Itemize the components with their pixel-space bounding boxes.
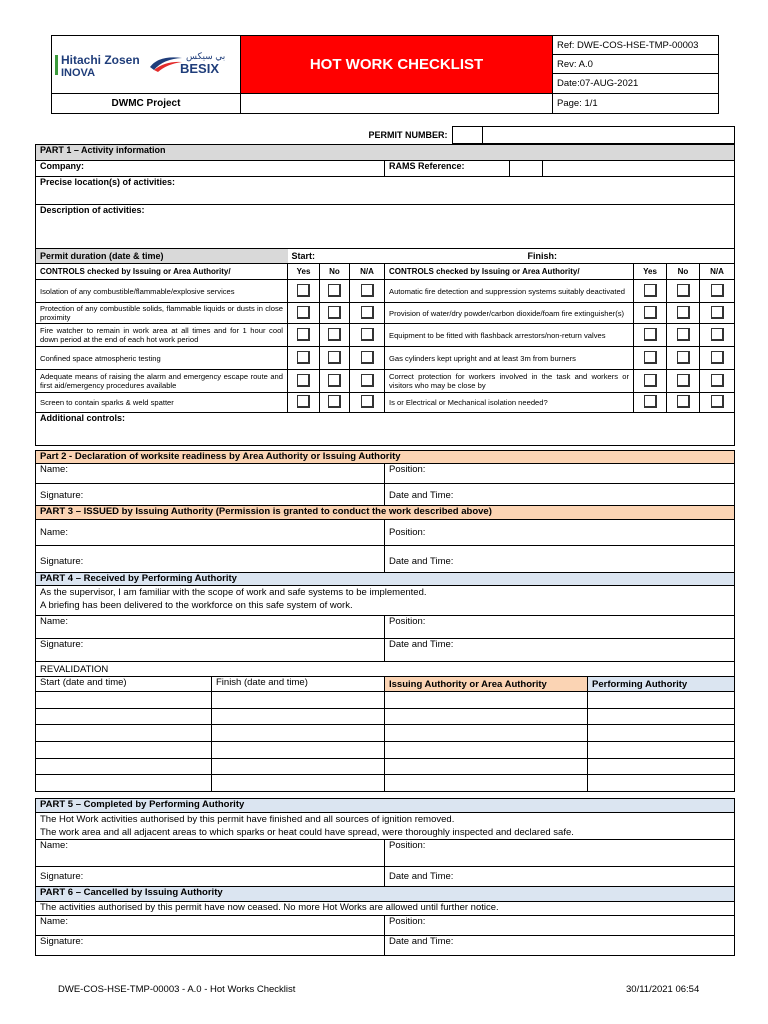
right-no-checkbox-cell [667, 347, 700, 370]
na-header-right: N/A [700, 264, 735, 280]
permit-number-label: PERMIT NUMBER: [368, 130, 448, 140]
finish-label: Finish: [527, 251, 557, 261]
right-na-checkbox[interactable] [711, 328, 724, 341]
part3-name-field[interactable]: Name: [36, 520, 385, 546]
left-na-checkbox[interactable] [361, 306, 374, 319]
permit-number-row [35, 126, 735, 144]
left-no-checkbox-cell [320, 280, 350, 303]
part5-statement-line2: The work area and all adjacent areas to which sparks or heat could have spread, were thoroughly inspected and declared safe. [40, 827, 574, 838]
left-yes-checkbox-cell [288, 393, 320, 413]
revalidation-start-cell[interactable] [36, 758, 212, 775]
control-item-right: Correct protection for workers involved in the task and workers or visitors who may be close by [385, 370, 634, 393]
left-no-checkbox[interactable] [328, 374, 341, 387]
part5-signature-field[interactable]: Signature: [36, 867, 385, 887]
revalidation-start-cell[interactable] [36, 742, 212, 759]
revalidation-start-cell[interactable] [36, 692, 212, 709]
revalidation-issuing-cell[interactable] [385, 692, 588, 709]
na-header-left: N/A [350, 264, 385, 280]
part3-datetime-field[interactable]: Date and Time: [385, 546, 735, 578]
part6-position-field[interactable]: Position: [385, 916, 735, 936]
right-yes-checkbox-cell [634, 370, 667, 393]
revalidation-start-cell[interactable] [36, 775, 212, 792]
left-no-checkbox[interactable] [328, 328, 341, 341]
besix-logo: BESIX [180, 61, 220, 76]
right-no-checkbox-cell [667, 324, 700, 347]
right-no-checkbox-cell [667, 280, 700, 303]
hitachi-zosen-logo-bar [55, 55, 58, 75]
left-na-checkbox[interactable] [361, 374, 374, 387]
right-no-checkbox-cell [667, 370, 700, 393]
control-item-left: Adequate means of raising the alarm and emergency escape route and first aid/emergency procedures available [36, 370, 288, 393]
right-na-checkbox-cell [700, 303, 735, 324]
footer-timestamp: 30/11/2021 06:54 [626, 984, 700, 995]
ref-number: Ref: DWE-COS-HSE-TMP-00003 [553, 36, 719, 55]
control-item-right: Automatic fire detection and suppression systems suitably deactivated [385, 280, 634, 303]
control-row [36, 347, 735, 370]
left-no-checkbox-cell [320, 347, 350, 370]
part5-datetime-field[interactable]: Date and Time: [385, 867, 735, 887]
control-row [36, 280, 735, 303]
part5-statement-line1: The Hot Work activities authorised by this permit have finished and all sources of ignition removed. [40, 814, 455, 825]
right-na-checkbox[interactable] [711, 395, 724, 408]
part6-title: PART 6 – Cancelled by Issuing Authority [36, 887, 735, 902]
revalidation-performing-cell[interactable] [588, 758, 735, 775]
description-field[interactable]: Description of activities: [36, 205, 735, 249]
revalidation-issuing-cell[interactable] [385, 758, 588, 775]
part2-table [35, 450, 735, 507]
right-na-checkbox-cell [700, 393, 735, 413]
revalidation-performing-cell[interactable] [588, 725, 735, 742]
document-date: Date:07-AUG-2021 [553, 74, 719, 94]
part2-name-field[interactable]: Name: [36, 464, 385, 484]
revalidation-row [36, 742, 735, 759]
part3-position-field[interactable]: Position: [385, 520, 735, 546]
right-no-checkbox[interactable] [677, 306, 690, 319]
right-yes-checkbox-cell [634, 280, 667, 303]
part4-datetime-field[interactable]: Date and Time: [385, 639, 735, 662]
left-yes-checkbox-cell [288, 303, 320, 324]
control-row [36, 303, 735, 324]
left-no-checkbox[interactable] [328, 395, 341, 408]
left-na-checkbox-cell [350, 347, 385, 370]
revalidation-row [36, 708, 735, 725]
revalidation-start-header: Start (date and time) [36, 677, 212, 692]
start-label: Start: [291, 251, 316, 261]
right-no-checkbox-cell [667, 393, 700, 413]
right-na-checkbox-cell [700, 324, 735, 347]
revalidation-finish-header: Finish (date and time) [212, 677, 385, 692]
part4-table [35, 572, 735, 792]
revalidation-label: REVALIDATION [36, 662, 735, 677]
right-na-checkbox-cell [700, 370, 735, 393]
company-field[interactable]: Company: [36, 161, 385, 177]
left-no-checkbox[interactable] [328, 306, 341, 319]
part2-signature-field[interactable]: Signature: [36, 484, 385, 507]
right-no-checkbox[interactable] [677, 328, 690, 341]
logo-area [52, 36, 241, 94]
right-no-checkbox[interactable] [677, 351, 690, 364]
right-yes-checkbox[interactable] [644, 284, 657, 297]
left-no-checkbox-cell [320, 324, 350, 347]
part2-datetime-field[interactable]: Date and Time: [385, 484, 735, 507]
right-yes-checkbox[interactable] [644, 395, 657, 408]
left-yes-checkbox[interactable] [297, 374, 310, 387]
header-spacer [241, 94, 553, 114]
right-no-checkbox[interactable] [677, 395, 690, 408]
revalidation-finish-cell[interactable] [212, 775, 385, 792]
location-field[interactable]: Precise location(s) of activities: [36, 177, 735, 205]
control-row [36, 324, 735, 347]
right-yes-checkbox[interactable] [644, 328, 657, 341]
left-na-checkbox-cell [350, 370, 385, 393]
right-no-checkbox-cell [667, 303, 700, 324]
left-no-checkbox-cell [320, 370, 350, 393]
revalidation-issuing-cell[interactable] [385, 708, 588, 725]
part4-position-field[interactable]: Position: [385, 616, 735, 639]
part2-title: Part 2 - Declaration of worksite readiness by Area Authority or Issuing Authority [36, 451, 735, 464]
revalidation-start-cell[interactable] [36, 725, 212, 742]
no-header-left: No [320, 264, 350, 280]
right-yes-checkbox[interactable] [644, 306, 657, 319]
control-row [36, 370, 735, 393]
finish-field[interactable] [634, 249, 735, 264]
part4-statement [36, 586, 735, 616]
control-item-left: Fire watcher to remain in work area at all times and for 1 hour cool down period at the end of each hot work period [36, 324, 288, 347]
besix-arabic-logo: بي سيكس [186, 51, 226, 61]
revalidation-performing-cell[interactable] [588, 692, 735, 709]
document-header [51, 35, 719, 114]
revalidation-row [36, 775, 735, 792]
left-yes-checkbox[interactable] [297, 284, 310, 297]
part6-signature-field[interactable]: Signature: [36, 936, 385, 956]
part5-position-field[interactable]: Position: [385, 840, 735, 867]
right-yes-checkbox-cell [634, 303, 667, 324]
right-na-checkbox[interactable] [711, 284, 724, 297]
revalidation-finish-cell[interactable] [212, 742, 385, 759]
revalidation-finish-cell[interactable] [212, 708, 385, 725]
part6-datetime-field[interactable]: Date and Time: [385, 936, 735, 956]
part3-title: PART 3 – ISSUED by Issuing Authority (Permission is granted to conduct the work described above) [36, 506, 735, 520]
rams-reference-label: RAMS Reference: [389, 161, 465, 171]
part1-table [35, 144, 735, 446]
revalidation-issuing-cell[interactable] [385, 775, 588, 792]
revision: Rev: A.0 [553, 55, 719, 74]
part4-statement-line1: As the supervisor, I am familiar with the scope of work and safe systems to be implemented. [40, 587, 427, 598]
revalidation-issuing-cell[interactable] [385, 742, 588, 759]
no-header-right: No [667, 264, 700, 280]
inova-logo: INOVA [61, 67, 96, 79]
revalidation-row [36, 725, 735, 742]
permit-duration-label: Permit duration (date & time) [36, 249, 288, 264]
page-number: Page: 1/1 [553, 94, 719, 114]
right-yes-checkbox-cell [634, 347, 667, 370]
rams-reference-field[interactable] [385, 161, 735, 177]
revalidation-rows [36, 692, 735, 792]
part2-position-field[interactable]: Position: [385, 464, 735, 484]
part3-signature-field[interactable]: Signature: [36, 546, 385, 578]
part5-table [35, 798, 735, 887]
left-no-checkbox[interactable] [328, 284, 341, 297]
right-yes-checkbox-cell [634, 324, 667, 347]
left-na-checkbox-cell [350, 324, 385, 347]
footer-document-id: DWE-COS-HSE-TMP-00003 - A.0 - Hot Works Checklist [58, 984, 296, 995]
revalidation-performing-header: Performing Authority [588, 677, 735, 692]
control-item-right: Equipment to be fitted with flashback arrestors/non-return valves [385, 324, 634, 347]
control-item-right: Gas cylinders kept upright and at least 3m from burners [385, 347, 634, 370]
part4-name-field[interactable]: Name: [36, 616, 385, 639]
left-na-checkbox[interactable] [361, 328, 374, 341]
control-item-left: Protection of any combustible solids, flammable liquids or dusts in close proximity [36, 303, 288, 324]
control-item-right: Is or Electrical or Mechanical isolation needed? [385, 393, 634, 413]
left-yes-checkbox-cell [288, 370, 320, 393]
revalidation-finish-cell[interactable] [212, 725, 385, 742]
part3-table [35, 505, 735, 578]
part4-title: PART 4 – Received by Performing Authority [36, 573, 735, 586]
rams-reference-box [509, 161, 543, 177]
part4-statement-line2: A briefing has been delivered to the workforce on this safe system of work. [40, 600, 353, 611]
revalidation-performing-cell[interactable] [588, 742, 735, 759]
left-na-checkbox[interactable] [361, 284, 374, 297]
left-na-checkbox-cell [350, 393, 385, 413]
revalidation-performing-cell[interactable] [588, 708, 735, 725]
right-na-checkbox-cell [700, 347, 735, 370]
control-item-left: Isolation of any combustible/flammable/explosive services [36, 280, 288, 303]
left-yes-checkbox-cell [288, 347, 320, 370]
control-item-left: Confined space atmospheric testing [36, 347, 288, 370]
revalidation-finish-cell[interactable] [212, 758, 385, 775]
revalidation-issuing-header: Issuing Authority or Area Authority [385, 677, 588, 692]
besix-swoosh-icon [149, 53, 183, 73]
part6-name-field[interactable]: Name: [36, 916, 385, 936]
project-name: DWMC Project [52, 94, 241, 114]
revalidation-row [36, 692, 735, 709]
control-item-right: Provision of water/dry powder/carbon dioxide/foam fire extinguisher(s) [385, 303, 634, 324]
right-yes-checkbox[interactable] [644, 374, 657, 387]
permit-number-box-1[interactable] [452, 127, 482, 144]
revalidation-performing-cell[interactable] [588, 775, 735, 792]
additional-controls-field[interactable]: Additional controls: [36, 413, 735, 446]
part5-statement [36, 813, 735, 840]
controls-list [36, 280, 735, 413]
left-na-checkbox[interactable] [361, 351, 374, 364]
permit-number-box-2[interactable] [482, 127, 734, 144]
left-na-checkbox-cell [350, 303, 385, 324]
part6-table [35, 886, 735, 956]
left-no-checkbox-cell [320, 393, 350, 413]
controls-header-left: CONTROLS checked by Issuing or Area Authority/ [36, 264, 288, 280]
yes-header-left: Yes [288, 264, 320, 280]
part4-signature-field[interactable]: Signature: [36, 639, 385, 662]
left-na-checkbox[interactable] [361, 395, 374, 408]
right-na-checkbox[interactable] [711, 351, 724, 364]
revalidation-row [36, 758, 735, 775]
control-item-left: Screen to contain sparks & weld spatter [36, 393, 288, 413]
right-na-checkbox-cell [700, 280, 735, 303]
right-yes-checkbox[interactable] [644, 351, 657, 364]
right-no-checkbox[interactable] [677, 284, 690, 297]
left-no-checkbox[interactable] [328, 351, 341, 364]
left-yes-checkbox[interactable] [297, 306, 310, 319]
controls-header-right: CONTROLS checked by Issuing or Area Authority/ [385, 264, 634, 280]
part1-title: PART 1 – Activity information [36, 145, 735, 161]
yes-header-right: Yes [634, 264, 667, 280]
start-field[interactable] [288, 249, 634, 264]
revalidation-issuing-cell[interactable] [385, 725, 588, 742]
left-yes-checkbox[interactable] [297, 395, 310, 408]
left-yes-checkbox-cell [288, 280, 320, 303]
right-no-checkbox[interactable] [677, 374, 690, 387]
hitachi-zosen-logo: Hitachi Zosen [61, 53, 140, 67]
right-yes-checkbox-cell [634, 393, 667, 413]
revalidation-finish-cell[interactable] [212, 692, 385, 709]
left-na-checkbox-cell [350, 280, 385, 303]
control-row [36, 393, 735, 413]
left-yes-checkbox[interactable] [297, 351, 310, 364]
revalidation-start-cell[interactable] [36, 708, 212, 725]
right-na-checkbox[interactable] [711, 306, 724, 319]
part6-statement: The activities authorised by this permit have now ceased. No more Hot Works are allowed until further notice. [36, 902, 735, 916]
left-yes-checkbox-cell [288, 324, 320, 347]
right-na-checkbox[interactable] [711, 374, 724, 387]
part5-title: PART 5 – Completed by Performing Authority [36, 799, 735, 813]
left-no-checkbox-cell [320, 303, 350, 324]
document-title: HOT WORK CHECKLIST [241, 36, 553, 94]
left-yes-checkbox[interactable] [297, 328, 310, 341]
part5-name-field[interactable]: Name: [36, 840, 385, 867]
